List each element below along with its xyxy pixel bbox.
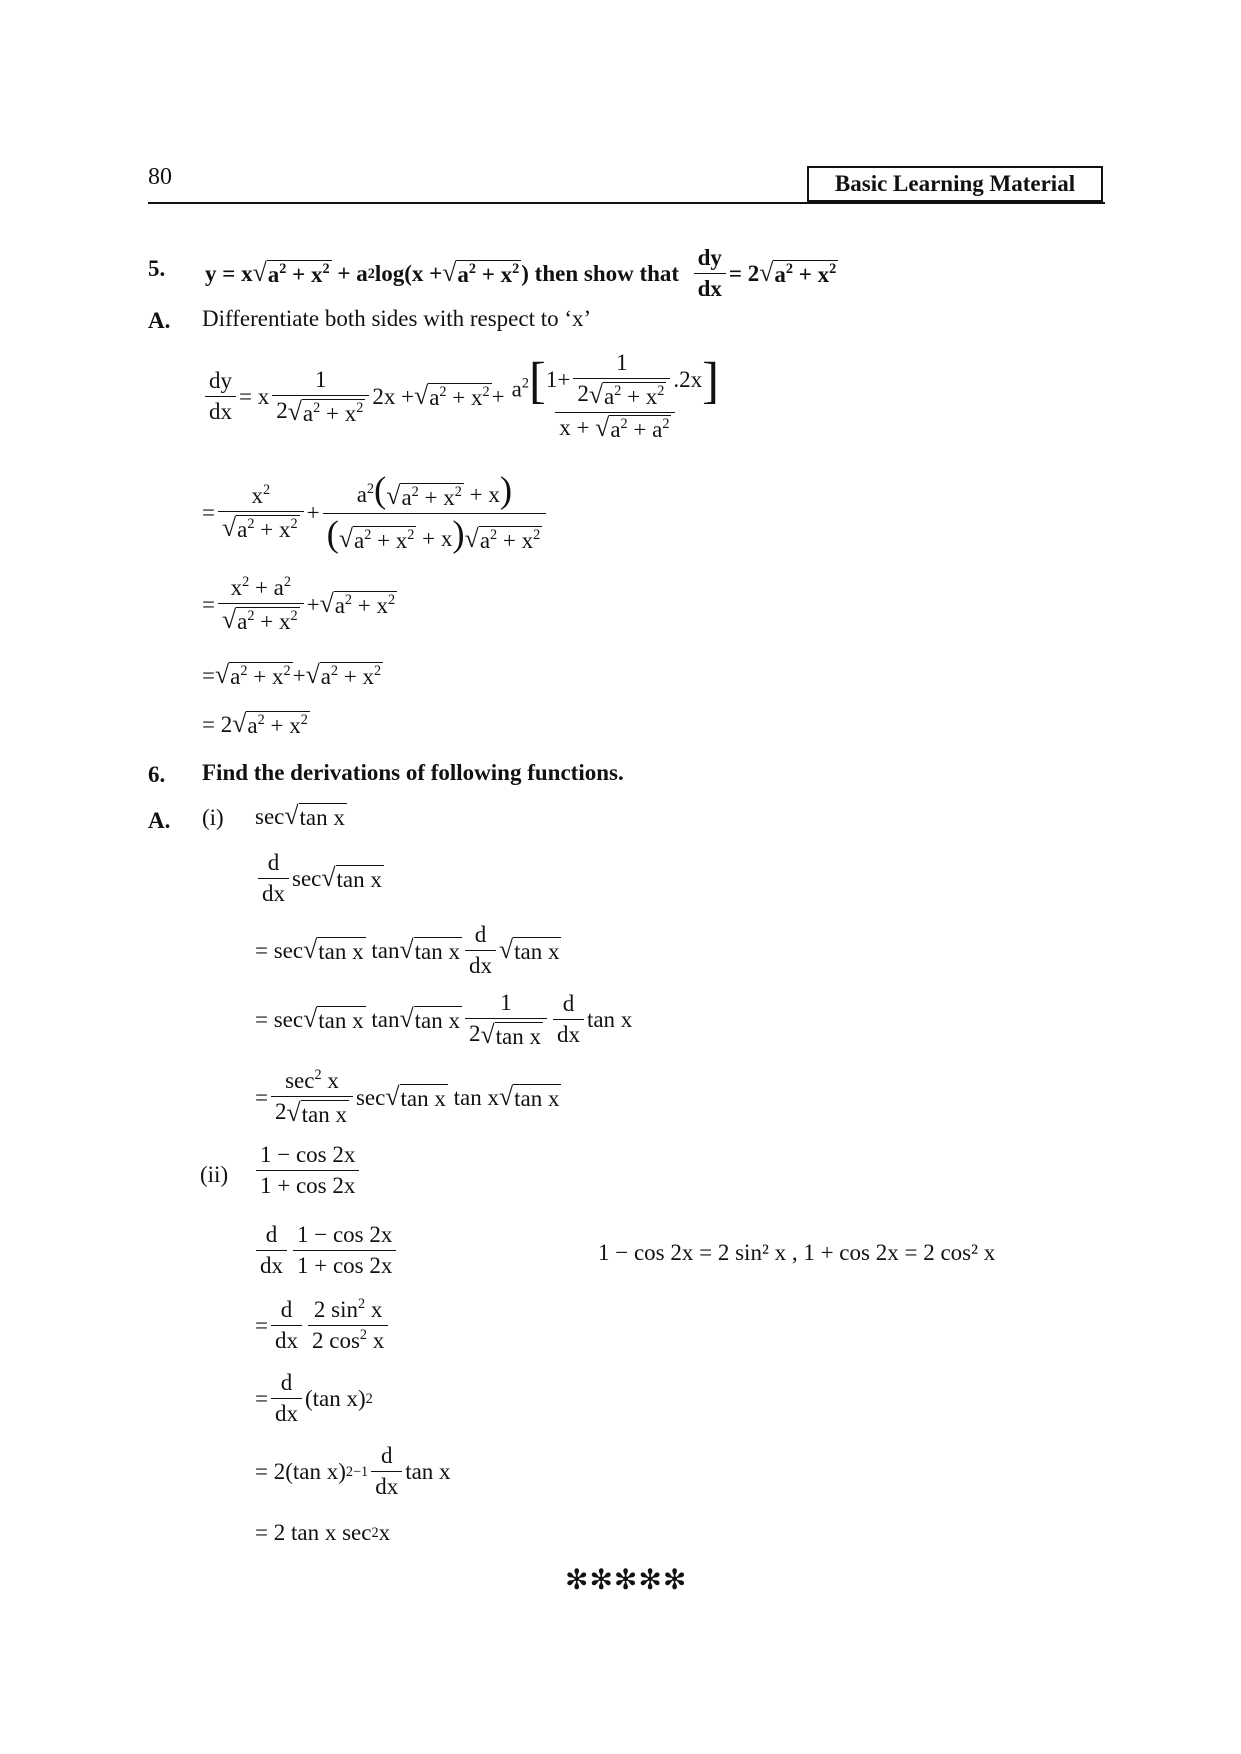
step-6ii-1: $\frac{d}{dx}$ $\frac{1 - \cos 2x}{1 + \cos 2x}$ (253, 1222, 399, 1279)
header-title: Basic Learning Material (834, 171, 1076, 196)
step-6ii-2: = $\frac{d}{dx}$ $\frac{2 \sin^2 x}{2 \cos^2 x}$ (255, 1297, 391, 1354)
step-6ii-3: = $\frac{d}{dx}$ (tan x) 2 (255, 1370, 373, 1426)
question-6-number: 6. (148, 762, 166, 787)
step-5-2: = $x^2$ √ $a^2 + x^2$ + $a^2$( √ $a^2 + x^2$ + x) ( √ $a^2 + x^2$ + x) √ $a^2 + x^2$ (202, 472, 549, 554)
step-6i-3: = sec √ tan x tan √ tan x 1 2 √ tan x $\frac{d}{dx}$ tan x (255, 990, 633, 1049)
answer-5-label: A. (148, 308, 171, 333)
question-5-statement: y = x √ $a^2 + x^2$ + a 2 log(x + √ $a^2 + x^2$ ) then show that $\frac{dy}{dx}$ = 2 √ $a^2 + x^2$ (205, 245, 837, 301)
part-ii-label: (ii) (200, 1162, 229, 1187)
step-5-4: = √ $a^2 + x^2$ + √ $a^2 + x^2$ (202, 660, 382, 689)
part-ii-function: $\frac{1 - \cos 2x}{1 + \cos 2x}$ (253, 1142, 362, 1199)
step-5-3: = $x^2 + a^2$ √ $a^2 + x^2$ + √ $a^2 + x^2$ (202, 574, 396, 634)
step-5-1: $\frac{dy}{dx}$ = x 1 2 √ $a^2 + x^2$ 2x + √ $a^2 + x^2$ + $a^2$ [ 1+ 1 2 √ $a^2 + x^2$ .2x ] x + √ $a^2 + a^2$ (202, 350, 726, 443)
step-6ii-4: = 2(tan x) 2−1 $\frac{d}{dx}$ tan x (255, 1443, 451, 1499)
step-6i-4: = $\sec^2 x$ 2 √ tan x sec √ tan x tan x √ tan x (255, 1067, 560, 1127)
header-rule (148, 202, 1105, 204)
step-6ii-5: = 2 tan x sec 2 x (255, 1520, 391, 1545)
header-title-box (807, 166, 1103, 202)
part-i-function: sec √ tan x (255, 801, 345, 830)
answer-5-intro: Differentiate both sides with respect to ‘x’ (202, 306, 592, 331)
part-i-label: (i) (202, 805, 224, 830)
trig-identity: 1 − cos 2x = 2 sin² x , 1 + cos 2x = 2 cos² x (598, 1240, 996, 1265)
question-6-text: Find the derivations of following functions. (202, 760, 624, 785)
page-number: 80 (148, 164, 172, 190)
step-5-5: = 2 √ $a^2 + x^2$ (202, 709, 308, 738)
question-5-number: 5. (148, 256, 166, 281)
step-6i-1: $\frac{d}{dx}$ sec √ tan x (255, 850, 384, 907)
end-stars: ✻✻✻✻✻ (565, 1565, 688, 1596)
then-show-text: then show that (534, 260, 680, 286)
answer-6-label: A. (148, 808, 171, 833)
step-6i-2: = sec √ tan x tan √ tan x $\frac{d}{dx}$ √ tan x (255, 922, 560, 978)
